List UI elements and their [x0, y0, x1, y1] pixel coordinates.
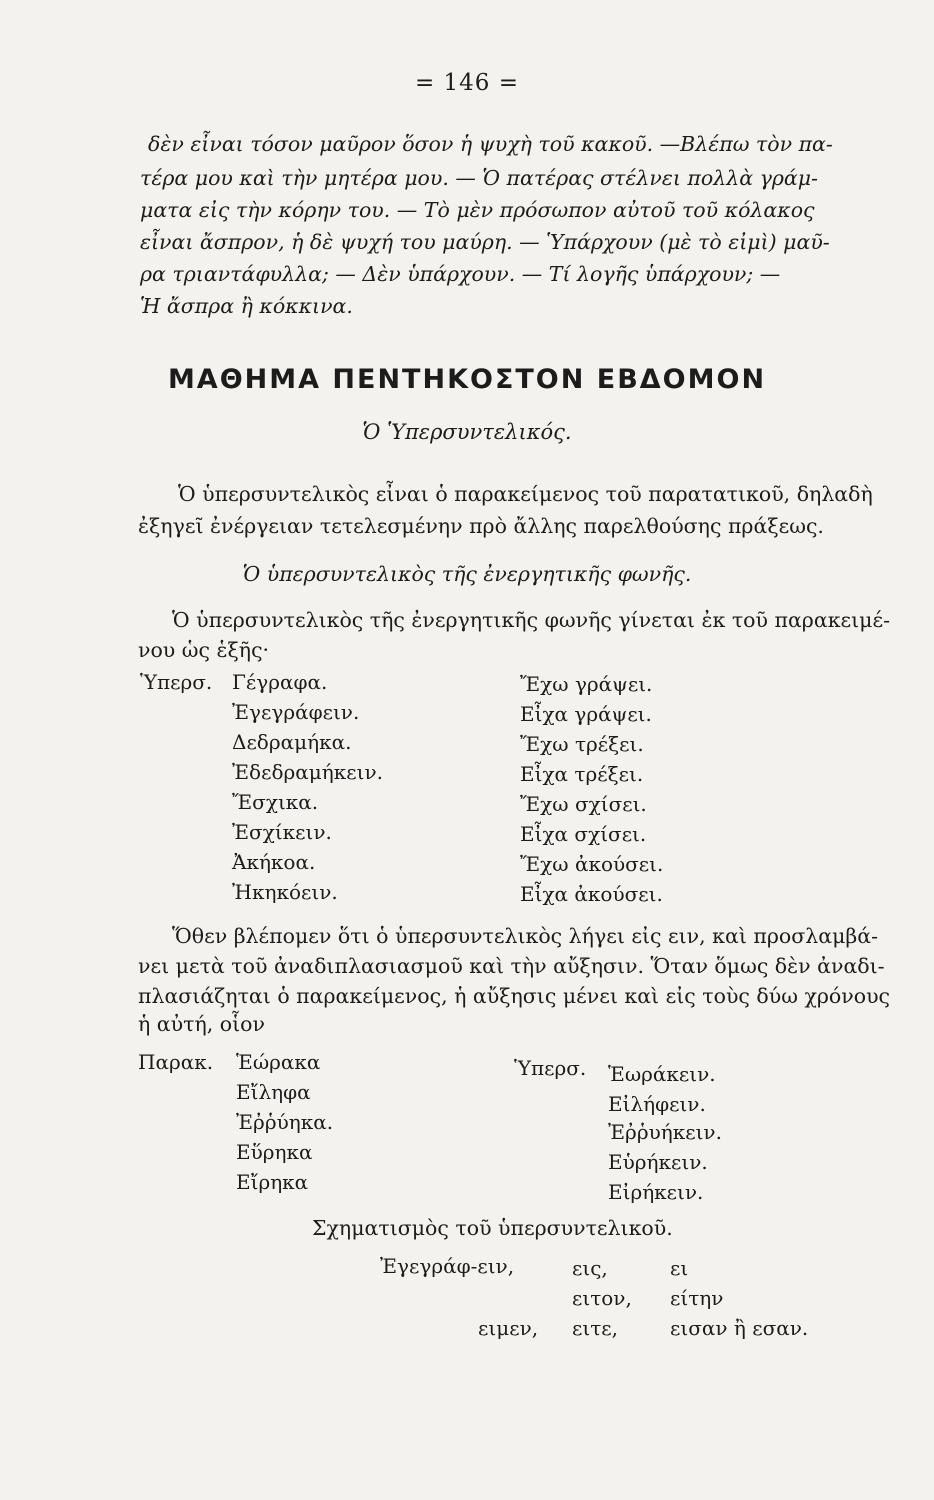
- table-cell: Εἶχα ἀκούσει.: [520, 882, 663, 906]
- text-line: Ὁ ὑπερσυντελικὸς εἶναι ὁ παρακείμενος τοῦ παρατατικοῦ, δηλαδὴ: [178, 482, 873, 506]
- page-number: = 146 =: [414, 70, 520, 96]
- text-line: εἶναι ἄσπρον, ἡ δὲ ψυχή του μαύρη. — Ὑπάρχουν (μὲ τὸ εἰμὶ) μαῦ-: [140, 230, 830, 254]
- table-cell: Ἔχω σχίσει.: [520, 792, 647, 816]
- table-cell: Ἐῤῥύηκα.: [236, 1110, 334, 1134]
- table-cell: Εὑρήκειν.: [608, 1150, 708, 1174]
- table-cell: Ἔχω ἀκούσει.: [520, 852, 664, 876]
- table-cell: Εὕρηκα: [236, 1140, 313, 1164]
- text-line: ματα εἰς τὴν κόρην του. — Τὸ μὲν πρόσωπον αὐτοῦ τοῦ κόλακος: [140, 198, 815, 222]
- text-line: νου ὡς ἑξῆς·: [138, 638, 270, 662]
- table-cell: Ἑώρακα: [236, 1050, 321, 1074]
- text-line: ἡ αὐτή, οἷον: [138, 1012, 265, 1036]
- conjugation-stem: Ἐγεγράφ-ειν,: [380, 1254, 515, 1278]
- text-line: τέρα μου καὶ τὴν μητέρα μου. — Ὁ πατέρας στέλνει πολλὰ γράμ-: [140, 166, 818, 190]
- table-cell: Εἶχα σχίσει.: [520, 822, 647, 846]
- table-cell: ειτον,: [572, 1286, 632, 1310]
- table-cell: είτην: [670, 1286, 724, 1310]
- table-cell: Γέγραφα.: [232, 670, 328, 694]
- table-cell: ειτε,: [572, 1316, 618, 1340]
- text-line: νει μετὰ τοῦ ἀναδιπλασιασμοῦ καὶ τὴν αὔξησιν. Ὅταν ὅμως δὲν ἀναδι-: [138, 954, 885, 978]
- section-heading: Ὁ ὑπερσυντελικὸς τῆς ἐνεργητικῆς φωνῆς.: [242, 562, 692, 586]
- table-cell: ειμεν,: [478, 1316, 539, 1340]
- text-line: Ὅθεν βλέπομεν ὅτι ὁ ὑπερσυντελικὸς λήγει εἰς ειν, καὶ προσλαμβά-: [172, 924, 879, 948]
- table-cell: Ἑωράκειν.: [608, 1062, 716, 1086]
- table-cell: ει: [670, 1256, 689, 1280]
- text-line: πλασιάζηται ὁ παρακείμενος, ἡ αὔξησις μένει καὶ εἰς τοὺς δύω χρόνους: [138, 984, 891, 1008]
- conjugation-heading: Σχηματισμὸς τοῦ ὑπερσυντελικοῦ.: [312, 1216, 673, 1240]
- table-cell: Ἔσχικα.: [232, 790, 319, 814]
- text-line: δὲν εἶναι τόσον μαῦρον ὅσον ἡ ψυχὴ τοῦ κακοῦ. —Βλέπω τὸν πα-: [148, 132, 833, 156]
- table-cell: Ἐσχίκειν.: [232, 820, 332, 844]
- table-cell: Ἐῤῥυήκειν.: [608, 1120, 722, 1144]
- lesson-title: ΜΑΘΗΜΑ ΠΕΝΤΗΚΟΣΤΟΝ ΕΒΔΟΜΟΝ: [167, 364, 767, 395]
- table-label: Ὑπερσ.: [514, 1056, 587, 1080]
- text-line: ἐξηγεῖ ἐνέργειαν τετελεσμένην πρὸ ἄλλης παρελθούσης πράξεως.: [138, 514, 824, 538]
- table-cell: Εἶχα γράψει.: [520, 702, 652, 726]
- text-line: Ὁ ὑπερσυντελικὸς τῆς ἐνεργητικῆς φωνῆς γίνεται ἐκ τοῦ παρακειμέ-: [172, 608, 891, 632]
- table-label: Παρακ.: [138, 1050, 214, 1074]
- table-cell: Εἶχα τρέξει.: [520, 762, 644, 786]
- table-cell: Ἐδεδραμήκειν.: [232, 760, 383, 784]
- table-cell: Ἐγεγράφειν.: [232, 700, 360, 724]
- text-line: Ἡ ἄσπρα ἢ κόκκινα.: [140, 294, 353, 318]
- lesson-subtitle: Ὁ Ὑπερσυντελικός.: [362, 420, 572, 444]
- table-cell: Εἴρηκα: [236, 1170, 309, 1194]
- table-cell: Ἔχω τρέξει.: [520, 732, 644, 756]
- table-cell: Εἴληφα: [236, 1080, 311, 1104]
- table-cell: Δεδραμήκα.: [232, 730, 352, 754]
- table-cell: Ἠκηκόειν.: [232, 880, 338, 904]
- table-cell: εισαν ἢ εσαν.: [670, 1316, 809, 1340]
- table-cell: Εἰλήφειν.: [608, 1092, 706, 1116]
- table-cell: εις,: [572, 1256, 608, 1280]
- text-line: ρα τριαντάφυλλα; — Δὲν ὑπάρχουν. — Τί λογῆς ὑπάρχουν; —: [140, 262, 781, 286]
- table-cell: Ἀκήκοα.: [232, 850, 316, 874]
- table-cell: Εἰρήκειν.: [608, 1180, 704, 1204]
- table-label: Ὑπερσ.: [140, 670, 213, 694]
- table-cell: Ἔχω γράψει.: [520, 672, 653, 696]
